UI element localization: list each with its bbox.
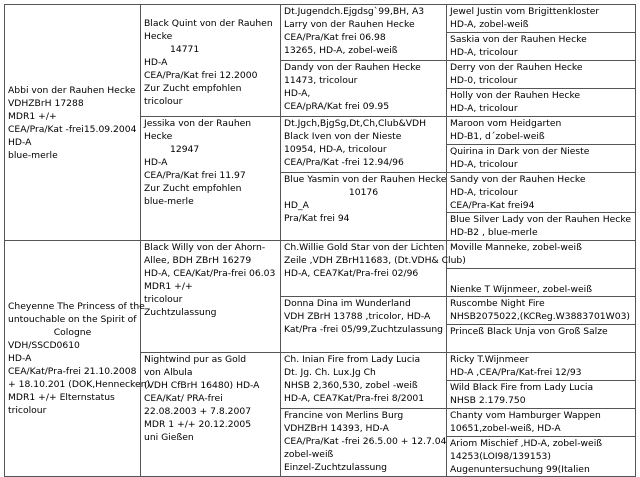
sire-line: MDR1 +/+ xyxy=(8,110,57,122)
dam-line: tricolour xyxy=(8,405,47,416)
dam-line: untouchable on the Spirit of xyxy=(8,314,137,325)
grandparent-cell xyxy=(141,5,281,117)
ggp-line: Dt. Jg. Ch. Lux.Jg Ch xyxy=(284,367,376,378)
ancestor-line: Quirina in Dark von der Nieste xyxy=(450,146,590,157)
sire-line: blue-merle xyxy=(8,149,58,161)
great-grandparent-cell xyxy=(281,5,447,61)
ancestor-cell xyxy=(447,61,636,89)
ggp-line: 10176 xyxy=(348,187,379,198)
ggp-line: Kat/Pra -frei 05/99,Zuchtzulassung xyxy=(284,324,444,335)
grandparent-line: Zuchtzulassung xyxy=(144,307,217,318)
ggp-line: NHSB 2,360,530, zobel -weiß xyxy=(284,380,418,391)
grandparent-cell xyxy=(141,241,281,353)
grandparent-line: HD-A xyxy=(144,57,168,68)
dam-line: Cheyenne The Princess of the xyxy=(8,301,145,312)
grandparent-line: tricolour xyxy=(144,294,183,305)
ancestor-line: HD-A ,CEA/Pra/Kat-frei 12/93 xyxy=(450,367,582,378)
ggp-line: Larry von der Rauhen Hecke xyxy=(284,19,415,30)
ggp-line: CEA/Pra/Kat -frei 12.94/96 xyxy=(284,157,404,168)
ggp-line: 10954, HD-A, tricolour xyxy=(284,144,387,155)
ggp-line: CEA/Pra/Kat -frei 26.5.00 + 12.7.04 xyxy=(284,436,447,447)
grandparent-line: HD-A, CEA/Kat/Pra-frei 06.03 xyxy=(144,268,276,279)
ancestor-cell xyxy=(447,145,636,173)
dam-line: MDR1 +/+ Elternstatus xyxy=(8,392,115,403)
ancestor-cell xyxy=(447,325,636,353)
ancestor-cell xyxy=(447,353,636,381)
grandparent-cell xyxy=(141,353,281,477)
ggp-line: Ch. Inian Fire from Lady Lucia xyxy=(284,354,421,365)
grandparent-line: CEA/Kat/ PRA-frei xyxy=(144,393,223,404)
ancestor-line: Ariom Mischief ,HD-A, zobel-weiß xyxy=(450,438,603,449)
grandparent-line: tricolour xyxy=(144,96,183,107)
ggp-line: HD-A, CEA7Kat/Pra-frei 8/2001 xyxy=(284,393,425,404)
pedigree-table xyxy=(4,4,636,477)
dam-line: HD-A xyxy=(8,353,32,364)
ggp-line: Zeile ,VDH ZBrH11683, (Dt.VDH& Club) xyxy=(284,255,466,266)
ggp-line: 11473, tricolour xyxy=(284,75,358,86)
ggp-line: Francine von Merlins Burg xyxy=(284,410,404,421)
ggp-line: HD_A xyxy=(284,200,309,211)
ancestor-line: Holly von der Rauhen Hecke xyxy=(450,90,581,101)
ancestor-line: Wild Black Fire from Lady Lucia xyxy=(450,382,594,393)
ancestor-cell xyxy=(447,117,636,145)
ancestor-line: NHSB 2.179.750 xyxy=(450,395,526,406)
grandparent-line: Black Willy von der Ahorn- xyxy=(144,242,266,253)
ancestor-line: 14253(LOI98/139153) xyxy=(450,451,551,462)
ancestor-line: Sandy von der Rauhen Hecke xyxy=(450,174,586,185)
grandparent-line: Hecke xyxy=(144,131,173,142)
ancestor-cell xyxy=(447,5,636,33)
ggp-line: zobel-weiß xyxy=(284,449,334,460)
ancestor-line: Moville Manneke, zobel-weiß xyxy=(450,242,582,253)
sire-cell xyxy=(5,5,141,241)
dam-cell xyxy=(5,241,151,477)
grandparent-line: HD-A xyxy=(144,157,168,168)
ancestor-line: Chanty vom Hamburger Wappen xyxy=(450,410,601,421)
grandparent-line: Black Quint von der Rauhen xyxy=(144,18,273,29)
ggp-line: HD-A, CEA7Kat/Pra-frei 02/96 xyxy=(284,268,419,279)
great-grandparent-cell xyxy=(281,173,447,241)
ancestor-line: Blue Silver Lady von der Rauhen Hecke xyxy=(450,214,632,225)
grandparent-line: Zur Zucht empfohlen xyxy=(144,83,242,94)
grandparent-line: Hecke xyxy=(144,31,173,42)
dam-line: VDH/SSCD0610 xyxy=(8,340,80,351)
great-grandparent-cell xyxy=(281,297,447,353)
great-grandparent-cell xyxy=(281,61,447,117)
grandparent-line: 12947 xyxy=(170,144,200,155)
great-grandparent-cell xyxy=(281,409,447,477)
ggp-line: CEA/Pra/Kat frei 06.98 xyxy=(284,32,386,43)
ancestor-line: HD-A, tricolour xyxy=(450,187,518,198)
ancestor-line: HD-A, tricolour xyxy=(450,103,518,114)
ggp-line: Dt.Jugendch.Ejgdsg`99,BH, A3 xyxy=(284,6,425,17)
grandparent-line: Allee, BDH ZBrH 16279 xyxy=(144,255,252,266)
ggp-line: HD-A, xyxy=(284,88,311,99)
ggp-line: Black Iven von der Nieste xyxy=(284,131,402,142)
ggp-line: VDH ZBrH 13788 ,tricolor, HD-A xyxy=(284,311,431,322)
ancestor-line: Augenuntersuchung 99(Italien xyxy=(450,464,590,475)
ancestor-cell xyxy=(447,297,636,325)
great-grandparent-cell xyxy=(281,353,447,409)
ancestor-cell xyxy=(447,381,636,409)
ggp-line: Pra/Kat frei 94 xyxy=(284,213,350,224)
ancestor-line: Princeß Black Unja von Groß Salze xyxy=(450,326,608,337)
ancestor-cell xyxy=(447,173,636,213)
sire-line: CEA/Pra/Kat -frei15.09.2004 xyxy=(8,123,137,135)
ancestor-line: Nienke T Wijnmeer, zobel-weiß xyxy=(450,284,592,295)
grandparent-line: CEA/Pra/Kat frei 12.2000 xyxy=(144,70,258,81)
ancestor-line: NHSB2075022,(KCReg.W3883701W03) xyxy=(450,311,631,322)
grandparent-line: von Albula xyxy=(144,367,193,378)
ancestor-cell xyxy=(447,89,636,117)
dam-line: + 18.10.201 (DOK,Hennecken) xyxy=(8,379,151,390)
grandparent-line: MDR 1 +/+ 20.12.2005 xyxy=(144,419,252,430)
ancestor-cell xyxy=(447,33,636,61)
sire-line: Abbi von der Rauhen Hecke xyxy=(8,84,136,96)
dam-line: Cologne xyxy=(53,327,92,338)
grandparent-line: 14771 xyxy=(170,44,200,55)
ancestor-line: HD-A, zobel-weiß xyxy=(450,19,529,30)
ggp-line: Dt.Jgch,BjgSg,Dt,Ch,Club&VDH xyxy=(284,118,427,129)
ancestor-line: Derry von der Rauhen Hecke xyxy=(450,62,583,73)
ancestor-cell xyxy=(447,213,636,241)
ancestor-line: Ricky T.Wijnmeer xyxy=(450,354,529,365)
ancestor-cell xyxy=(447,241,636,269)
grandparent-line: (VDH CfBrH 16480) HD-A xyxy=(144,380,260,391)
grandparent-line: blue-merle xyxy=(144,196,194,207)
ancestor-line: HD-B1, d´zobel-weiß xyxy=(450,131,545,142)
grandparent-line: Nightwind pur as Gold xyxy=(144,354,247,365)
great-grandparent-cell xyxy=(281,241,466,297)
ancestor-line: HD-0, tricolour xyxy=(450,75,518,86)
grandparent-line: CEA/Pra/Kat frei 11.97 xyxy=(144,170,246,181)
ggp-line: Einzel-Zuchtzulassung xyxy=(284,462,387,473)
ancestor-cell xyxy=(447,409,636,437)
ggp-line: Donna Dina im Wunderland xyxy=(284,298,411,309)
ggp-line: Blue Yasmin von der Rauhen Hecke xyxy=(284,174,447,185)
ancestor-line: HD-A, tricolour xyxy=(450,159,518,170)
ancestor-cell xyxy=(447,437,636,477)
ggp-line: VDHZBrH 14393, HD-A xyxy=(284,423,389,434)
ggp-line: Ch.Willie Gold Star von der Lichten xyxy=(284,242,445,253)
ancestor-line: HD-A, tricolour xyxy=(450,47,518,58)
ggp-line: CEA/pRA/Kat frei 09.95 xyxy=(284,101,390,112)
grandparent-line: MDR1 +/+ xyxy=(144,281,193,292)
grandparent-line: 22.08.2003 + 7.8.2007 xyxy=(144,406,252,417)
ancestor-line: Saskia von der Rauhen Hecke xyxy=(450,34,587,45)
dam-line: CEA/Kat/Pra-frei 21.10.2008 xyxy=(8,366,137,377)
ancestor-cell xyxy=(447,269,636,297)
ancestor-line: Ruscombe Night Fire xyxy=(450,298,545,309)
grandparent-cell xyxy=(141,117,281,241)
grandparent-line: Zur Zucht empfohlen xyxy=(144,183,242,194)
ancestor-line: HD-B2 , blue-merle xyxy=(450,227,538,238)
grandparent-line: uni Gießen xyxy=(144,432,194,443)
ggp-line: Dandy von der Rauhen Hecke xyxy=(284,62,421,73)
ancestor-line: CEA/Pra-Kat frei94 xyxy=(450,200,535,211)
sire-line: HD-A xyxy=(8,136,32,148)
ggp-line: 13265, HD-A, zobel-weiß xyxy=(284,45,398,56)
sire-line: VDHZBrH 17288 xyxy=(8,97,84,109)
ancestor-line: Maroon vom Heidgarten xyxy=(450,118,562,129)
grandparent-line: Jessika von der Rauhen xyxy=(144,118,252,129)
great-grandparent-cell xyxy=(281,117,447,173)
ancestor-line: 10651,zobel-weiß, HD-A xyxy=(450,423,561,434)
ancestor-line: Jewel Justin vom Brigittenkloster xyxy=(450,6,600,17)
